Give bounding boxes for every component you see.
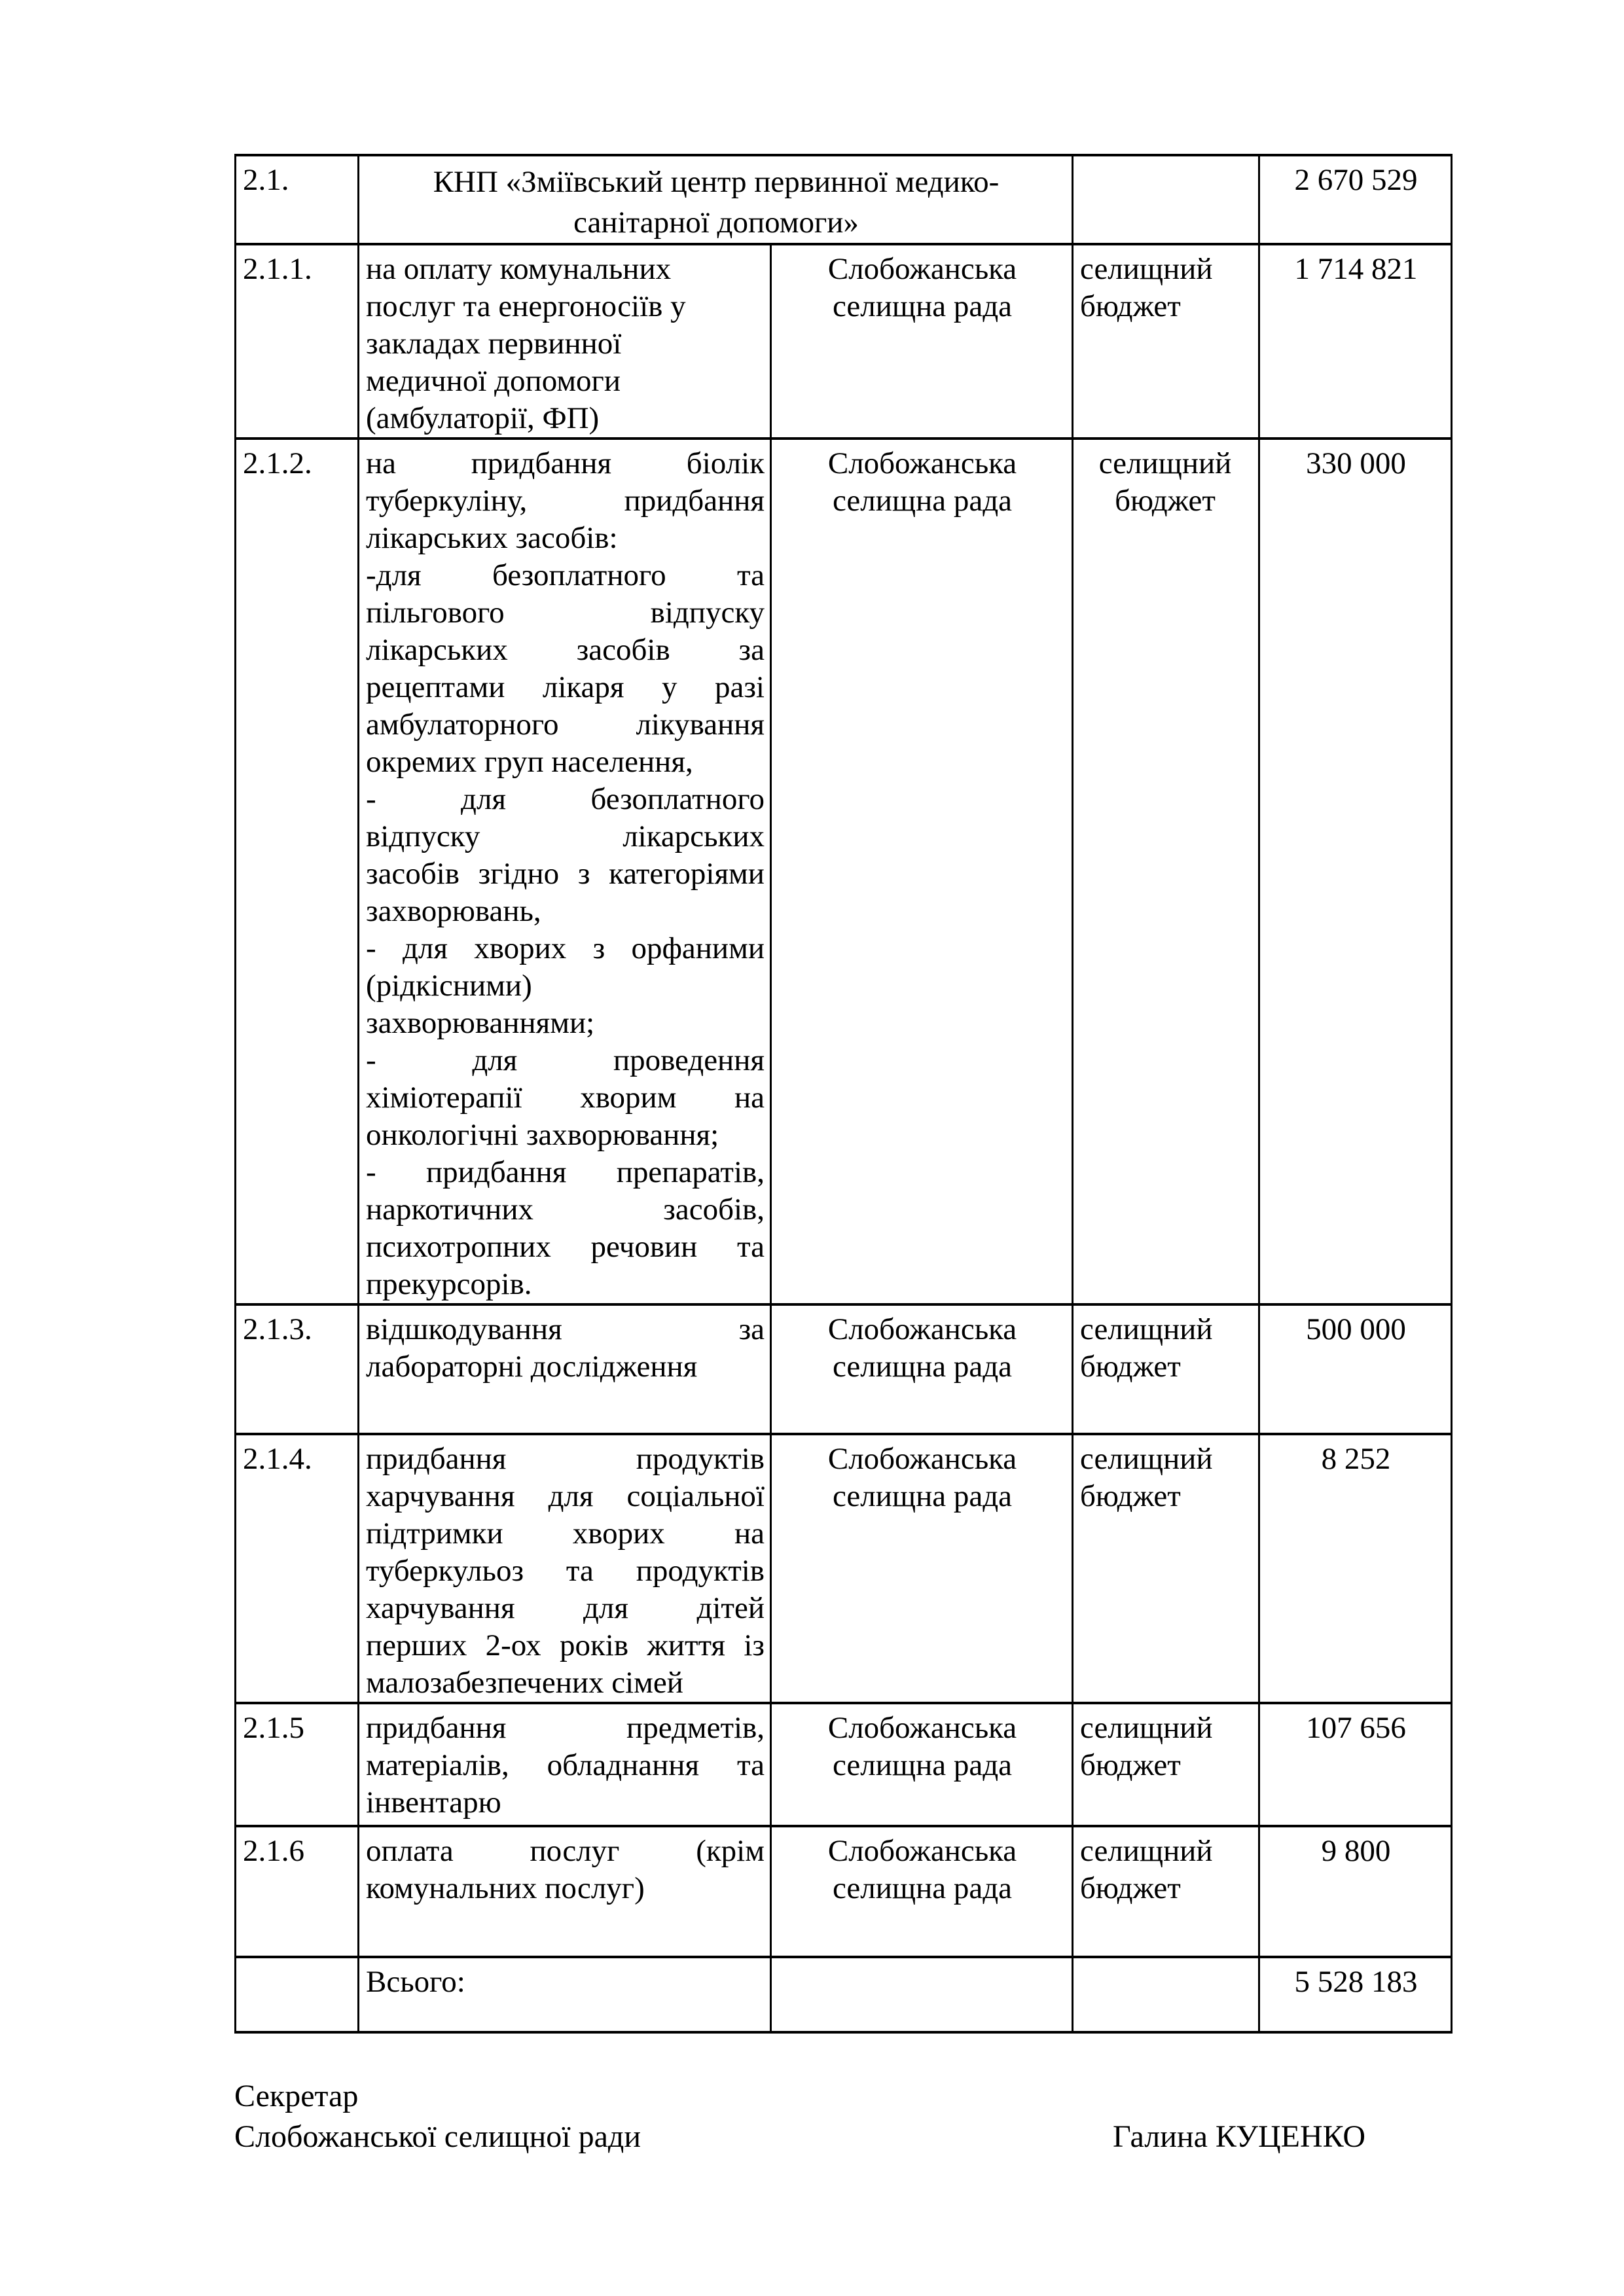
funding-source-cell bbox=[1073, 155, 1259, 244]
table-row bbox=[236, 1957, 1452, 2032]
item-number-cell: 2.1. bbox=[236, 155, 359, 244]
description-line: на придбання біолік bbox=[366, 446, 765, 480]
description-line: туберкуліну, придбання bbox=[366, 484, 765, 518]
description-line: наркотичних засобів, bbox=[366, 1193, 765, 1227]
description-line: прекурсорів. bbox=[366, 1267, 532, 1301]
executor-cell bbox=[771, 1957, 1073, 2032]
description-line: придбання продуктів bbox=[366, 1442, 765, 1476]
description-line: харчування для соціальної bbox=[366, 1479, 765, 1513]
budget-table-body bbox=[236, 155, 1452, 2032]
description-line: на оплату комунальних bbox=[366, 252, 672, 286]
description-line: пільгового відпуску bbox=[366, 596, 765, 630]
description-line: підтримки хворих на bbox=[366, 1516, 765, 1551]
table-row bbox=[236, 1703, 1452, 1826]
item-number-cell: 2.1.5 bbox=[236, 1703, 359, 1826]
description-line: (рідкісними) bbox=[366, 969, 532, 1003]
executor-cell: Слобожанська селищна рада bbox=[771, 1826, 1073, 1957]
signature-line bbox=[234, 2117, 1451, 2157]
funding-source-cell: селищний бюджет bbox=[1073, 1304, 1259, 1434]
description-line: малозабезпечених сімей bbox=[366, 1666, 683, 1700]
table-row bbox=[236, 155, 1452, 244]
description-line: КНП «Зміївський центр первинної медико- bbox=[433, 165, 1000, 199]
executor-cell: Слобожанська селищна рада bbox=[771, 1703, 1073, 1826]
signatory-name: Галина КУЦЕНКО bbox=[1113, 2119, 1366, 2154]
amount-cell: 5 528 183 bbox=[1259, 1957, 1452, 2032]
amount-cell: 8 252 bbox=[1259, 1434, 1452, 1703]
description-cell bbox=[359, 439, 771, 1304]
signatory-role-line1: Секретар bbox=[234, 2079, 359, 2113]
funding-source-cell: селищний бюджет bbox=[1073, 1703, 1259, 1826]
description-line: окремих груп населення, bbox=[366, 745, 693, 779]
item-number-cell: 2.1.4. bbox=[236, 1434, 359, 1703]
description-line: амбулаторного лікування bbox=[366, 708, 765, 742]
executor-cell: Слобожанська селищна рада bbox=[771, 1304, 1073, 1434]
description-line: відшкодування за bbox=[366, 1312, 765, 1346]
signatory-role-line2: Слобожанської селищної ради bbox=[234, 2119, 641, 2154]
amount-cell: 330 000 bbox=[1259, 439, 1452, 1304]
executor-cell: Слобожанська селищна рада bbox=[771, 439, 1073, 1304]
description-line: послуг та енергоносіїв у bbox=[366, 289, 686, 323]
description-line: захворюваннями; bbox=[366, 1006, 595, 1040]
description-line: лікарських засобів: bbox=[366, 521, 618, 555]
description-line: санітарної допомоги» bbox=[573, 206, 859, 240]
description-line: медичної допомоги bbox=[366, 364, 621, 398]
description-line: туберкульоз та продуктів bbox=[366, 1554, 765, 1588]
description-cell bbox=[359, 1957, 771, 2032]
description-cell bbox=[359, 1304, 771, 1434]
table-row bbox=[236, 1826, 1452, 1957]
description-line: інвентарю bbox=[366, 1785, 501, 1820]
item-number-cell: 2.1.3. bbox=[236, 1304, 359, 1434]
description-cell bbox=[359, 244, 771, 439]
description-line: - для проведення bbox=[366, 1043, 765, 1077]
table-row bbox=[236, 244, 1452, 439]
description-line: лікарських засобів за bbox=[366, 633, 765, 667]
description-line: -для безоплатного та bbox=[366, 558, 765, 592]
description-line: - для безоплатного bbox=[366, 782, 765, 816]
amount-cell: 2 670 529 bbox=[1259, 155, 1452, 244]
description-line: - придбання препаратів, bbox=[366, 1155, 765, 1189]
description-line: оплата послуг (крім bbox=[366, 1834, 765, 1868]
amount-cell: 9 800 bbox=[1259, 1826, 1452, 1957]
description-line: Всього: bbox=[366, 1965, 465, 1999]
item-number-cell: 2.1.1. bbox=[236, 244, 359, 439]
description-line: засобів згідно з категоріями bbox=[366, 857, 765, 891]
description-line: лабораторні дослідження bbox=[366, 1350, 698, 1384]
description-line: рецептами лікаря у разі bbox=[366, 670, 765, 704]
amount-cell: 107 656 bbox=[1259, 1703, 1452, 1826]
item-number-cell bbox=[236, 1957, 359, 2032]
description-line: (амбулаторії, ФП) bbox=[366, 401, 600, 435]
table-row bbox=[236, 1434, 1452, 1703]
description-line: онкологічні захворювання; bbox=[366, 1118, 719, 1152]
description-line: харчування для дітей bbox=[366, 1591, 765, 1625]
description-cell bbox=[359, 1826, 771, 1957]
table-row bbox=[236, 439, 1452, 1304]
description-cell bbox=[359, 155, 1073, 244]
description-line: матеріалів, обладнання та bbox=[366, 1748, 765, 1782]
budget-table bbox=[234, 154, 1453, 2034]
description-line: комунальних послуг) bbox=[366, 1871, 645, 1905]
item-number-cell: 2.1.6 bbox=[236, 1826, 359, 1957]
description-cell bbox=[359, 1434, 771, 1703]
description-line: відпуску лікарських bbox=[366, 819, 765, 853]
signature-block bbox=[234, 2076, 1451, 2157]
description-line: придбання предметів, bbox=[366, 1711, 765, 1745]
description-line: психотропних речовин та bbox=[366, 1230, 765, 1264]
funding-source-cell: селищний бюджет bbox=[1073, 244, 1259, 439]
funding-source-cell: селищний бюджет bbox=[1073, 1826, 1259, 1957]
description-line: хіміотерапії хворим на bbox=[366, 1081, 765, 1115]
amount-cell: 500 000 bbox=[1259, 1304, 1452, 1434]
description-line: закладах первинної bbox=[366, 327, 622, 361]
table-row bbox=[236, 1304, 1452, 1434]
funding-source-cell bbox=[1073, 1957, 1259, 2032]
amount-cell: 1 714 821 bbox=[1259, 244, 1452, 439]
funding-source-cell: селищний бюджет bbox=[1073, 1434, 1259, 1703]
description-line: перших 2-ох років життя із bbox=[366, 1628, 765, 1662]
funding-source-cell: селищний бюджет bbox=[1073, 439, 1259, 1304]
description-line: - для хворих з орфаними bbox=[366, 931, 765, 965]
item-number-cell: 2.1.2. bbox=[236, 439, 359, 1304]
executor-cell: Слобожанська селищна рада bbox=[771, 244, 1073, 439]
description-cell bbox=[359, 1703, 771, 1826]
executor-cell: Слобожанська селищна рада bbox=[771, 1434, 1073, 1703]
description-line: захворювань, bbox=[366, 894, 541, 928]
